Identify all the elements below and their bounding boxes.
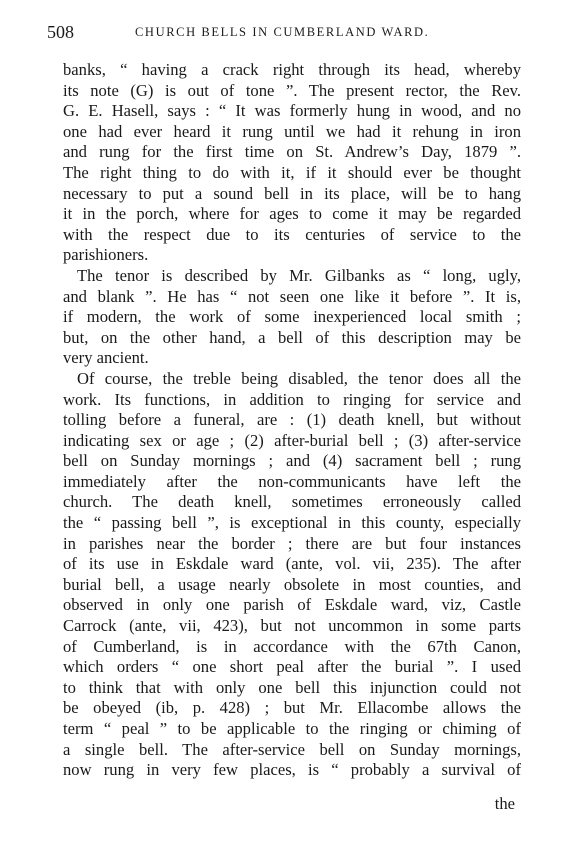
text-line: work. Its functions, in addition to ringing for service and bbox=[63, 389, 521, 409]
text-line: with the respect due to its centuries of service to the bbox=[63, 224, 521, 244]
text-line: tolling before a funeral, are : (1) death knell, but without bbox=[63, 410, 521, 430]
text-line: be obeyed (ib, p. 428) ; but Mr. Ellacombe allows the bbox=[63, 698, 521, 718]
text-line: burial bell, a usage nearly obsolete in most counties, and bbox=[63, 574, 521, 594]
text-line: and blank ”. He has “ not seen one like it before ”. It is, bbox=[63, 286, 521, 306]
paragraph-first-line: Of course, the treble being disabled, the tenor does all the bbox=[77, 368, 521, 388]
text-line: church. The death knell, sometimes erroneously called bbox=[63, 492, 521, 512]
text-line: bell on Sunday mornings ; and (4) sacrament bell ; rung bbox=[63, 451, 521, 471]
paragraph-first-line: The tenor is described by Mr. Gilbanks as “ long, ugly, bbox=[77, 265, 521, 285]
text-line: Carrock (ante, vii, 423), but not uncommon in some parts bbox=[63, 616, 521, 636]
page-number: 508 bbox=[47, 22, 74, 42]
running-head bbox=[47, 22, 525, 46]
text-line: and rung for the first time on St. Andrew’s Day, 1879 ”. bbox=[63, 142, 521, 162]
text-line: indicating sex or age ; (2) after-burial bell ; (3) after-service bbox=[63, 430, 521, 450]
text-line: G. E. Hasell, says : “ It was formerly hung in wood, and no bbox=[63, 101, 521, 121]
text-line: now rung in very few places, is “ probably a survival of bbox=[63, 760, 521, 780]
text-line: banks, “ having a crack right through its head, whereby bbox=[63, 60, 521, 79]
text-line: but, on the other hand, a bell of this description may be bbox=[63, 327, 521, 347]
text-line: observed in only one parish of Eskdale ward, viz, Castle bbox=[63, 595, 521, 615]
text-line: the “ passing bell ”, is exceptional in this county, especially bbox=[63, 513, 521, 533]
text-line: parishioners. bbox=[63, 245, 149, 265]
text-line: which orders “ one short peal after the burial ”. I used bbox=[63, 657, 521, 677]
text-line: to think that with only one bell this injunction could not bbox=[63, 677, 521, 697]
text-line: The right thing to do with it, if it should ever be thought bbox=[63, 162, 521, 182]
text-line: necessary to put a sound bell in its place, will be to hang bbox=[63, 183, 521, 203]
text-line: it in the porch, where for ages to come it may be regarded bbox=[63, 204, 521, 224]
text-line: immediately after the non-communicants have left the bbox=[63, 471, 521, 491]
text-line: term “ peal ” to be applicable to the ringing or chiming of bbox=[63, 719, 521, 738]
text-line: a single bell. The after-service bell on Sunday mornings, bbox=[63, 739, 521, 759]
text-line: in parishes near the border ; there are but four instances bbox=[63, 533, 521, 553]
text-line: its note (G) is out of tone ”. The present rector, the Rev. bbox=[63, 80, 521, 100]
text-line: one had ever heard it rung until we had it rehung in iron bbox=[63, 121, 521, 141]
text-line: of Cumberland, is in accordance with the 67th Canon, bbox=[63, 636, 521, 656]
running-title: CHURCH BELLS IN CUMBERLAND WARD. bbox=[135, 25, 430, 39]
text-line: of its use in Eskdale ward (ante, vol. vii, 235). The after bbox=[63, 554, 521, 574]
text-line: if modern, the work of some inexperienced local smith ; bbox=[63, 307, 521, 327]
body-text bbox=[63, 60, 521, 781]
text-line: very ancient. bbox=[63, 348, 149, 368]
catchword: the bbox=[494, 794, 515, 813]
